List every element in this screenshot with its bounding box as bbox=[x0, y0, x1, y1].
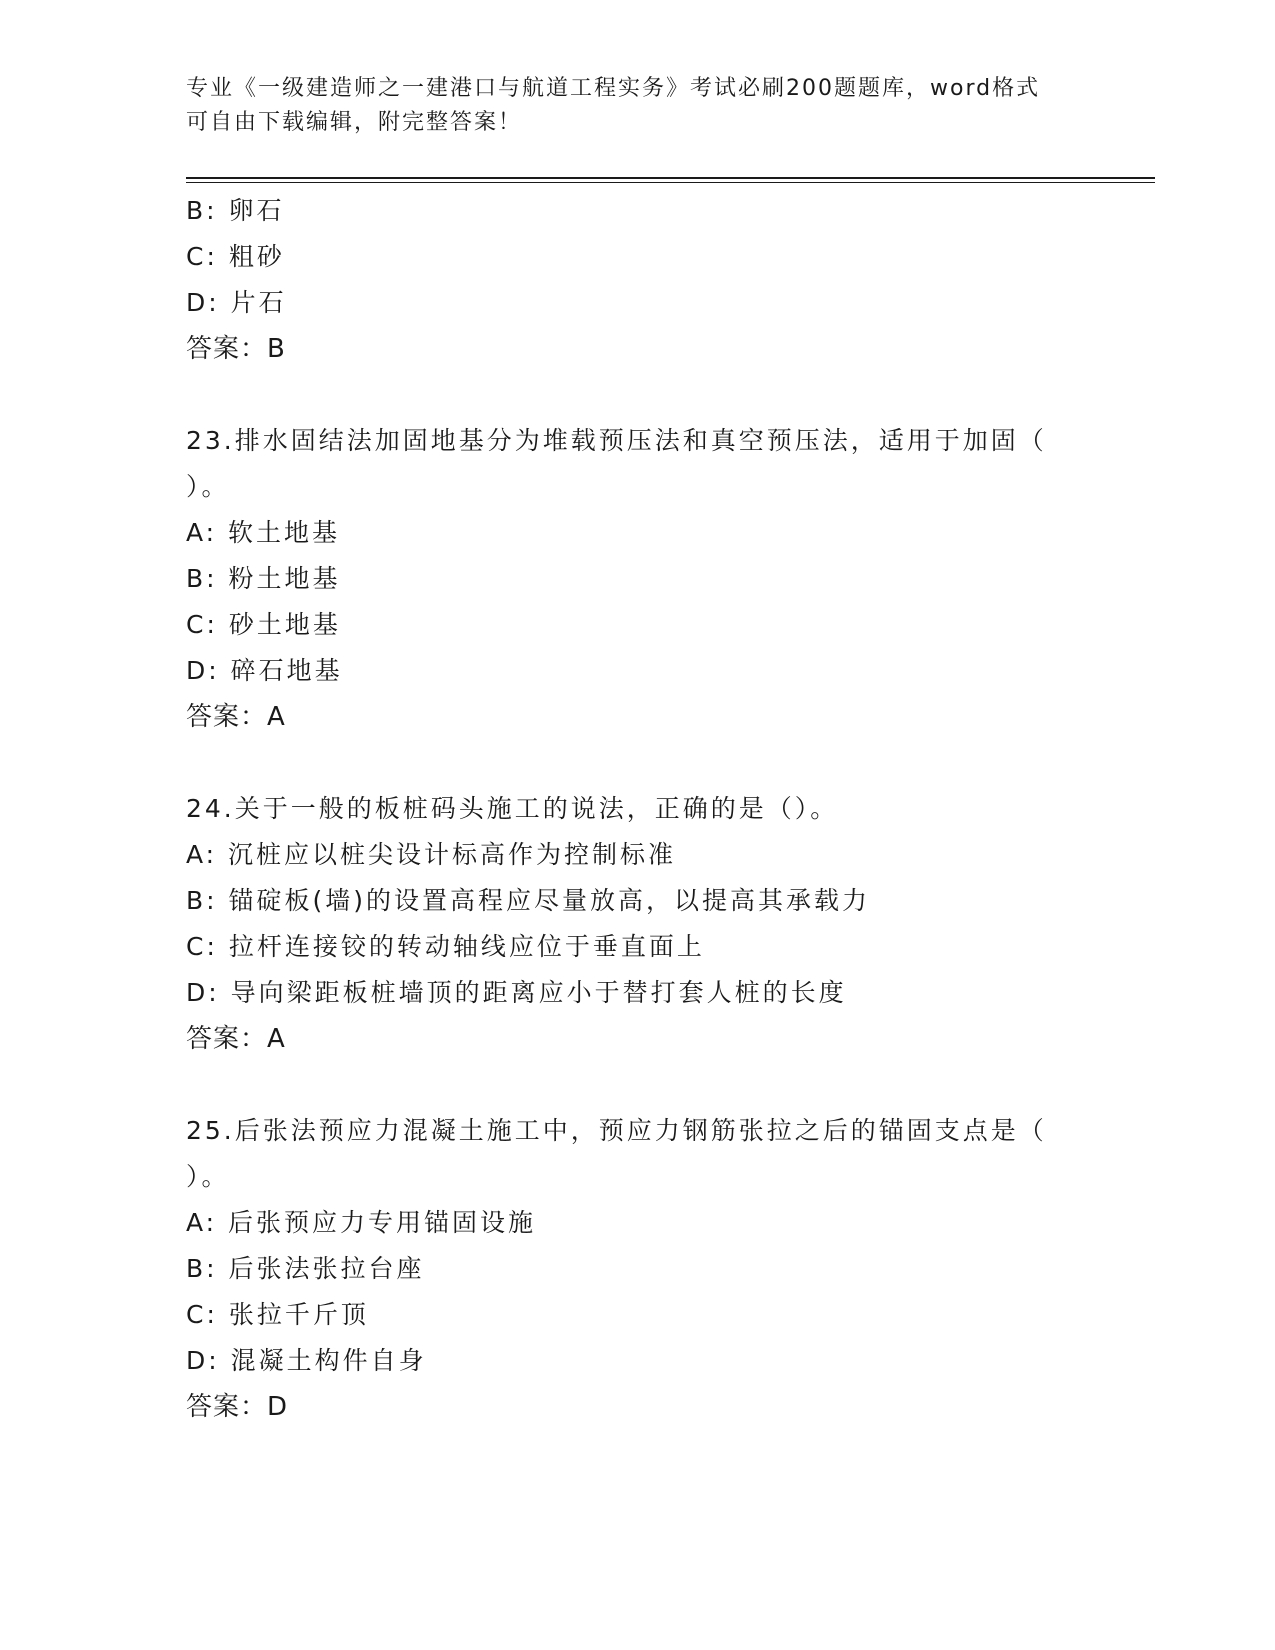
option-a: A: 沉桩应以桩尖设计标高作为控制标准 bbox=[186, 840, 677, 869]
page-header bbox=[186, 72, 1066, 140]
option-d: D: 混凝土构件自身 bbox=[186, 1346, 427, 1375]
spacer bbox=[186, 372, 1086, 418]
answer-line: 答案：B bbox=[186, 334, 286, 364]
question-stem: 23.排水固结法加固地基分为堆载预压法和真空预压法，适用于加固（ bbox=[186, 426, 1047, 455]
answer-line: 答案：D bbox=[186, 1392, 289, 1422]
option-b: B: 粉土地基 bbox=[186, 564, 341, 593]
question-stem: 25.后张法预应力混凝土施工中，预应力钢筋张拉之后的锚固支点是（ bbox=[186, 1116, 1047, 1145]
question-stem-continuation: ）。 bbox=[186, 472, 230, 501]
option-b: B: 锚碇板(墙)的设置高程应尽量放高，以提高其承载力 bbox=[186, 886, 871, 915]
question-25 bbox=[186, 1108, 1086, 1430]
option-a: A: 后张预应力专用锚固设施 bbox=[186, 1208, 537, 1237]
question-stem: 24.关于一般的板桩码头施工的说法，正确的是（）。 bbox=[186, 794, 839, 823]
question-stem-continuation: ）。 bbox=[186, 1162, 230, 1191]
option-b: B: 卵石 bbox=[186, 196, 285, 225]
header-title-line-1: 专业《一级建造师之一建港口与航道工程实务》考试必刷200题题库，word格式 bbox=[186, 76, 1041, 101]
header-rule-thick bbox=[186, 177, 1155, 179]
spacer bbox=[186, 740, 1086, 786]
option-c: C: 张拉千斤顶 bbox=[186, 1300, 369, 1329]
question-22 bbox=[186, 188, 1086, 372]
question-24 bbox=[186, 786, 1086, 1062]
spacer bbox=[186, 1062, 1086, 1108]
question-23 bbox=[186, 418, 1086, 740]
option-d: D: 片石 bbox=[186, 288, 287, 317]
header-title-line-2: 可自由下载编辑，附完整答案！ bbox=[186, 110, 523, 135]
question-list bbox=[186, 188, 1086, 1430]
option-d: D: 碎石地基 bbox=[186, 656, 343, 685]
option-a: A: 软土地基 bbox=[186, 518, 341, 547]
option-b: B: 后张法张拉台座 bbox=[186, 1254, 425, 1283]
option-c: C: 拉杆连接铰的转动轴线应位于垂直面上 bbox=[186, 932, 705, 961]
answer-line: 答案：A bbox=[186, 1024, 286, 1054]
answer-line: 答案：A bbox=[186, 702, 286, 732]
header-rule-thin bbox=[186, 182, 1155, 183]
option-c: C: 粗砂 bbox=[186, 242, 285, 271]
option-c: C: 砂土地基 bbox=[186, 610, 341, 639]
option-d: D: 导向梁距板桩墙顶的距离应小于替打套人桩的长度 bbox=[186, 978, 847, 1007]
